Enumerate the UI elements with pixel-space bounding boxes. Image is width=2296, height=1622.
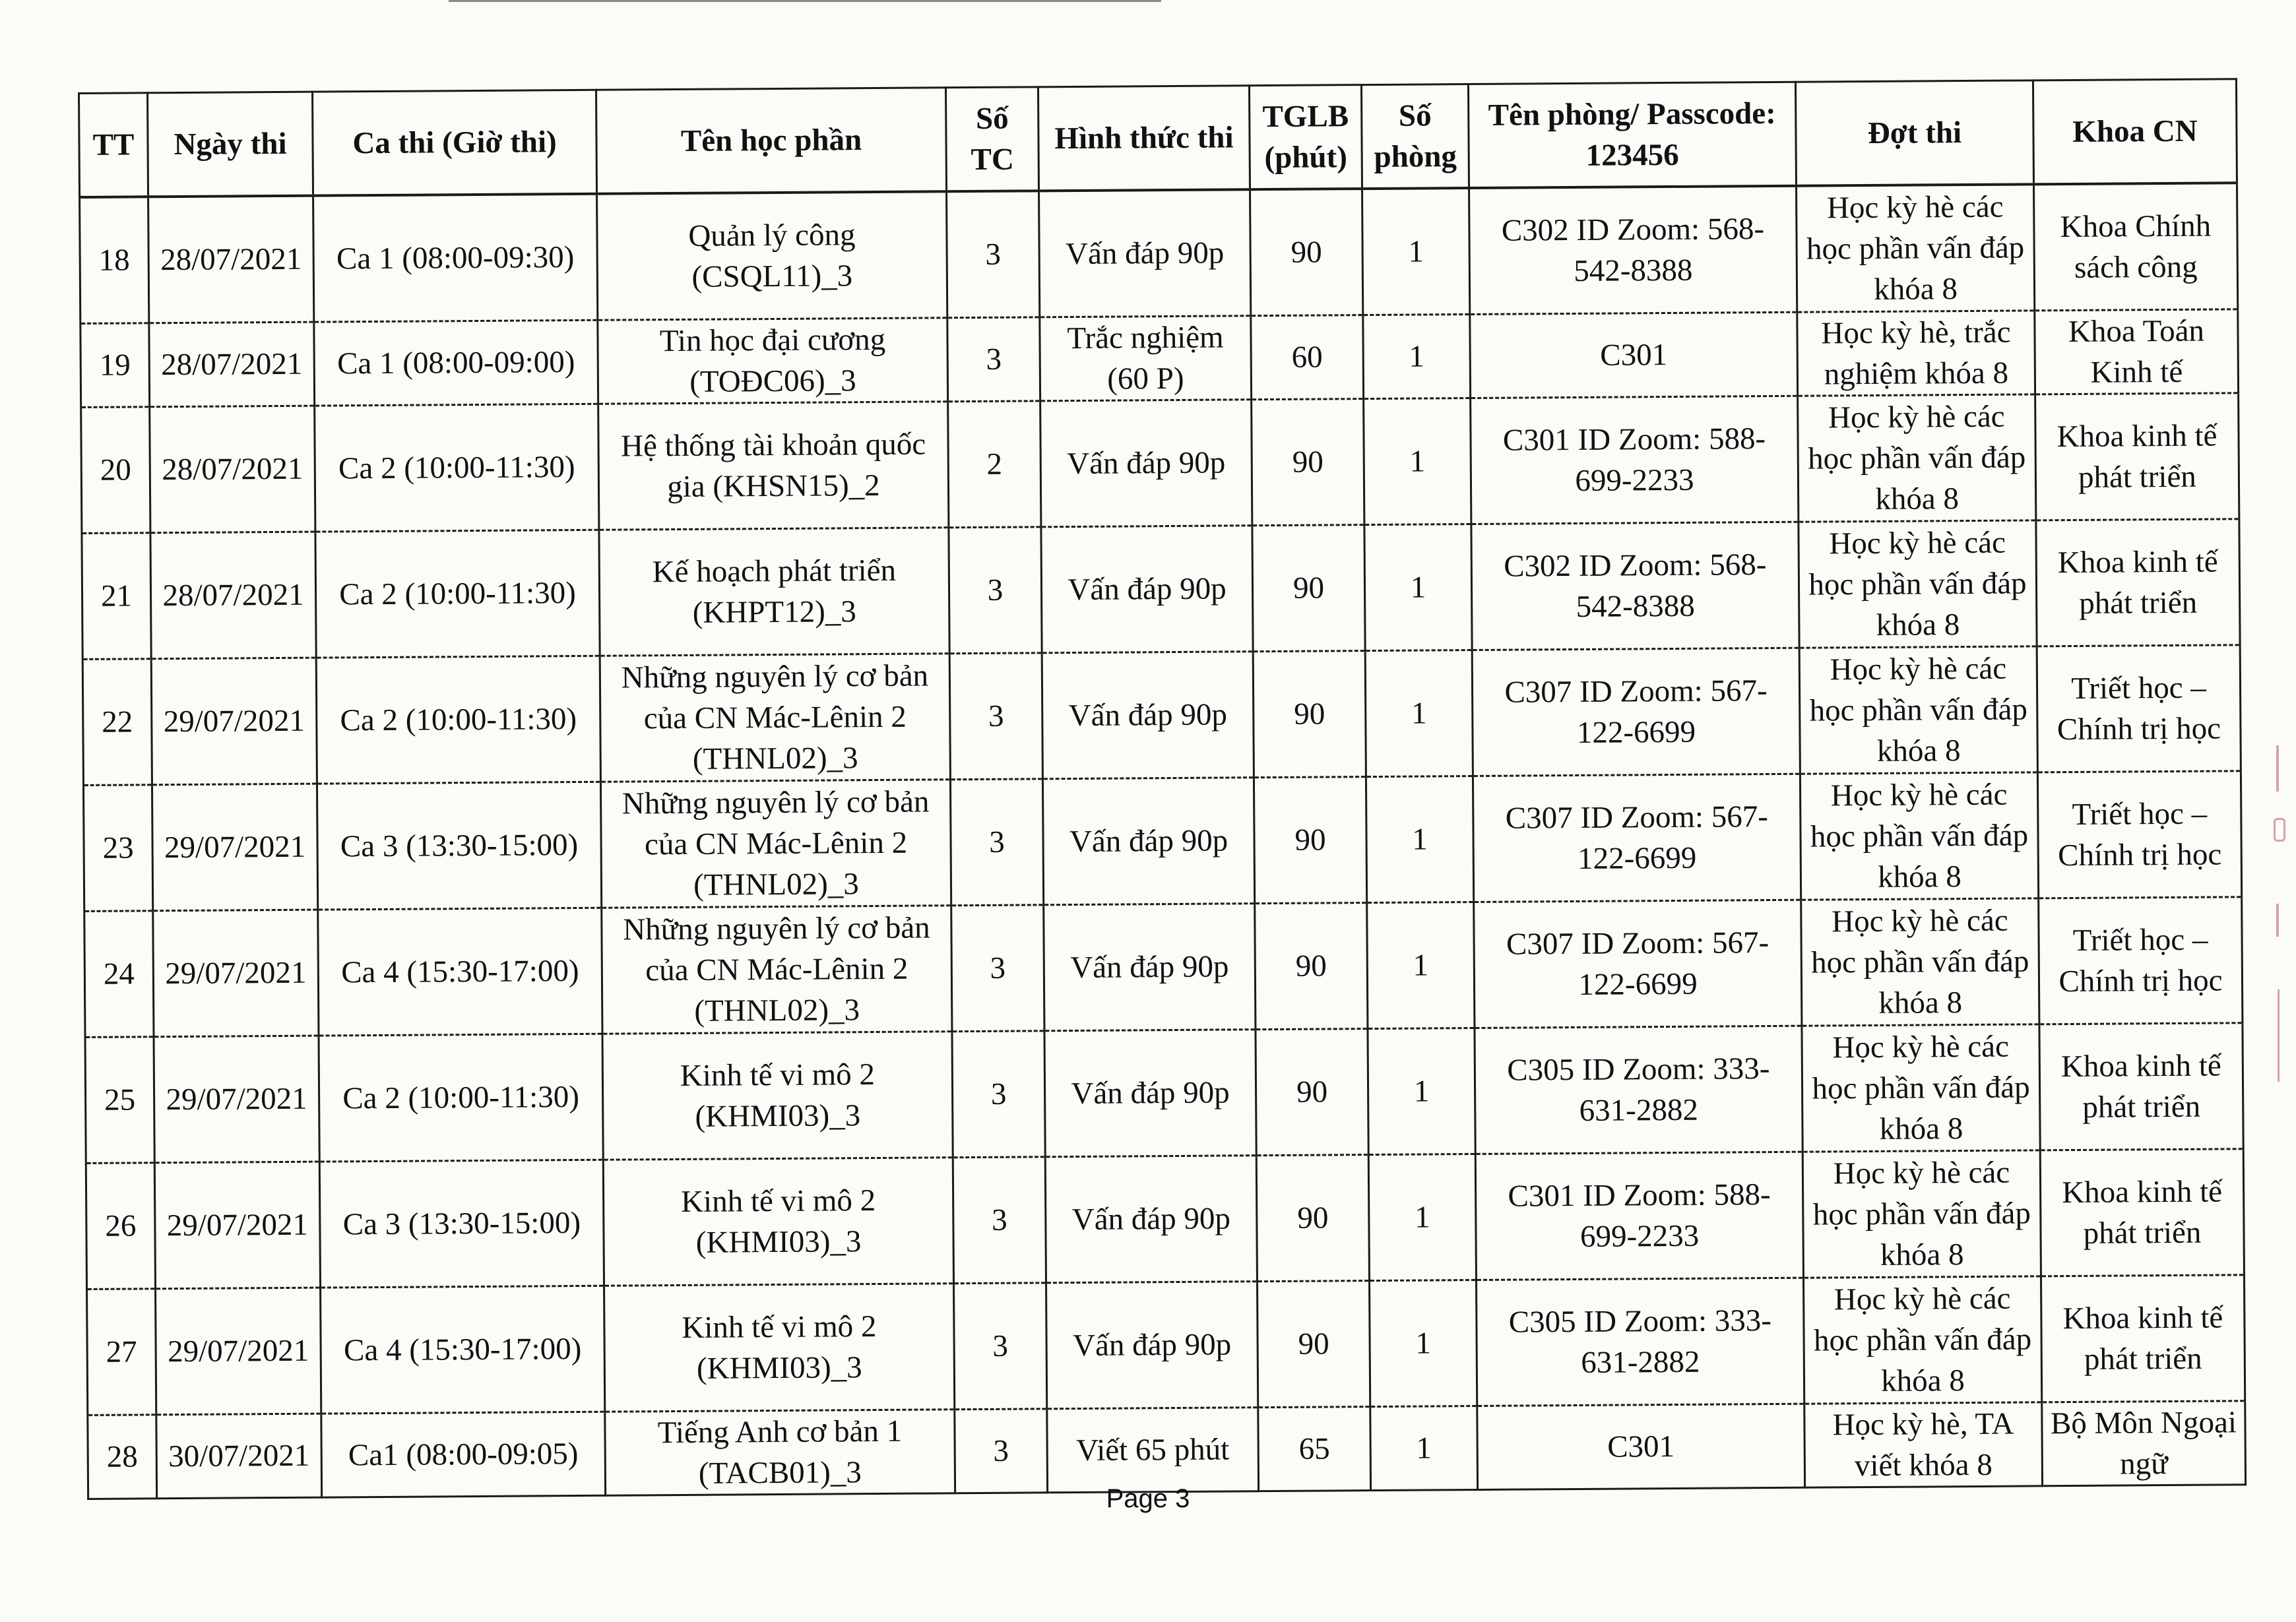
table-row — [81, 393, 2239, 534]
cell-faculty: Triết học – Chính trị học — [2039, 897, 2243, 1024]
cell-period: Học kỳ hè các học phần vấn đáp khóa 8 — [1799, 646, 2037, 774]
cell-form: Vấn đáp 90p — [1042, 652, 1254, 779]
margin-mark — [2274, 818, 2285, 842]
cell-tt: 19 — [80, 323, 150, 408]
cell-date: 29/07/2021 — [152, 784, 317, 911]
cell-shift: Ca 3 (13:30-15:00) — [319, 1160, 604, 1288]
cell-faculty: Triết học – Chính trị học — [2037, 645, 2241, 772]
cell-rooms: 1 — [1364, 524, 1472, 651]
cell-credits: 3 — [949, 653, 1042, 780]
cell-room: C301 ID Zoom: 588-699-2233 — [1471, 396, 1799, 524]
cell-rooms: 1 — [1364, 398, 1471, 525]
cell-shift: Ca 3 (13:30-15:00) — [317, 782, 601, 910]
cell-rooms: 1 — [1370, 1406, 1478, 1490]
table-header-row — [79, 79, 2237, 197]
cell-form: Trắc nghiệm (60 P) — [1040, 316, 1252, 401]
cell-tglb: 90 — [1250, 189, 1363, 316]
header-credits: Số TC — [945, 87, 1038, 191]
table-row — [83, 771, 2241, 912]
cell-shift: Ca 2 (10:00-11:30) — [315, 530, 600, 658]
cell-shift: Ca 1 (08:00-09:00) — [314, 320, 598, 406]
cell-shift: Ca 2 (10:00-11:30) — [319, 1034, 603, 1162]
cell-tglb: 90 — [1255, 903, 1368, 1030]
cell-credits: 3 — [951, 905, 1044, 1032]
cell-faculty: Triết học – Chính trị học — [2037, 771, 2241, 898]
header-exam-form: Hình thức thi — [1038, 86, 1250, 191]
cell-credits: 3 — [953, 1157, 1046, 1284]
table-row — [87, 1275, 2245, 1416]
cell-period: Học kỳ hè, trắc nghiệm khóa 8 — [1797, 311, 2035, 396]
cell-faculty: Khoa kinh tế phát triển — [2036, 519, 2240, 646]
table-row — [85, 1023, 2243, 1164]
cell-rooms: 1 — [1365, 650, 1473, 777]
cell-credits: 3 — [947, 191, 1040, 317]
cell-credits: 3 — [950, 779, 1043, 906]
cell-faculty: Khoa kinh tế phát triển — [2040, 1149, 2244, 1276]
cell-course: Tin học đại cương (TOĐC06)_3 — [598, 318, 948, 404]
header-room: Tên phòng/ Passcode: 123456 — [1468, 82, 1796, 188]
cell-period: Học kỳ hè các học phần vấn đáp khóa 8 — [1796, 184, 2034, 312]
cell-period: Học kỳ hè các học phần vấn đáp khóa 8 — [1800, 772, 2038, 900]
cell-room: C302 ID Zoom: 568-542-8388 — [1469, 186, 1797, 315]
cell-room: C301 — [1477, 1404, 1805, 1489]
cell-credits: 3 — [954, 1283, 1047, 1410]
exam-schedule-table — [78, 78, 2247, 1500]
cell-room: C301 ID Zoom: 588-699-2233 — [1475, 1152, 1803, 1280]
cell-tglb: 90 — [1253, 651, 1366, 778]
cell-period: Học kỳ hè các học phần vấn đáp khóa 8 — [1799, 520, 2037, 648]
cell-period: Học kỳ hè các học phần vấn đáp khóa 8 — [1803, 1276, 2041, 1404]
cell-form: Vấn đáp 90p — [1045, 1156, 1257, 1283]
header-exam-date: Ngày thi — [148, 92, 313, 197]
cell-rooms: 1 — [1368, 1028, 1475, 1154]
cell-faculty: Khoa Toán Kinh tế — [2035, 309, 2239, 394]
table-row — [84, 897, 2243, 1038]
cell-rooms: 1 — [1363, 315, 1471, 399]
margin-mark — [2276, 904, 2279, 937]
cell-credits: 3 — [952, 1031, 1045, 1158]
cell-tglb: 90 — [1256, 1155, 1369, 1282]
cell-course: Những nguyên lý cơ bản của CN Mác-Lênin 2 (THNL02)_3 — [600, 654, 950, 782]
cell-form: Viết 65 phút — [1047, 1408, 1259, 1493]
cell-shift: Ca 4 (15:30-17:00) — [321, 1286, 605, 1414]
cell-credits: 2 — [948, 401, 1041, 528]
table-body — [80, 183, 2246, 1499]
cell-tt: 26 — [86, 1163, 155, 1290]
margin-mark — [2276, 745, 2279, 792]
cell-course: Hệ thống tài khoản quốc gia (KHSN15)_2 — [598, 402, 949, 530]
cell-room: C301 — [1470, 312, 1798, 398]
cell-faculty: Khoa Chính sách công — [2033, 183, 2237, 311]
cell-shift: Ca 4 (15:30-17:00) — [318, 908, 602, 1036]
header-tt: TT — [79, 93, 148, 197]
cell-tglb: 90 — [1252, 399, 1364, 526]
cell-tt: 27 — [87, 1289, 156, 1416]
cell-date: 28/07/2021 — [150, 406, 315, 533]
cell-course: Quản lý công (CSQL11)_3 — [597, 191, 947, 320]
header-course: Tên học phần — [596, 88, 946, 194]
cell-form: Vấn đáp 90p — [1039, 189, 1251, 317]
cell-tt: 18 — [80, 197, 149, 323]
cell-period: Học kỳ hè các học phần vấn đáp khóa 8 — [1802, 1024, 2040, 1152]
table-row — [80, 309, 2239, 408]
header-exam-period: Đợt thi — [1795, 80, 2033, 186]
cell-tt: 23 — [83, 785, 152, 912]
cell-course: Kinh tế vi mô 2 (KHMI03)_3 — [602, 1032, 953, 1160]
cell-room: C307 ID Zoom: 567-122-6699 — [1472, 648, 1800, 776]
cell-form: Vấn đáp 90p — [1040, 400, 1252, 527]
cell-tglb: 90 — [1256, 1029, 1368, 1156]
cell-tglb: 65 — [1258, 1407, 1371, 1491]
table-row — [80, 183, 2238, 323]
cell-tglb: 90 — [1257, 1281, 1370, 1408]
cell-room: C305 ID Zoom: 333-631-2882 — [1476, 1278, 1804, 1406]
cell-shift: Ca 2 (10:00-11:30) — [316, 656, 600, 784]
cell-tt: 25 — [85, 1037, 154, 1164]
header-shift: Ca thi (Giờ thi) — [313, 90, 597, 195]
cell-credits: 3 — [947, 317, 1040, 402]
cell-credits: 3 — [949, 527, 1042, 654]
cell-course: Kế hoạch phát triển (KHPT12)_3 — [599, 528, 949, 656]
cell-tglb: 90 — [1254, 777, 1366, 904]
cell-room: C305 ID Zoom: 333-631-2882 — [1475, 1026, 1802, 1154]
cell-date: 28/07/2021 — [150, 532, 316, 659]
cell-course: Tiếng Anh cơ bản 1 (TACB01)_3 — [605, 1410, 955, 1496]
cell-course: Những nguyên lý cơ bản của CN Mác-Lênin 2 (THNL02)_3 — [602, 906, 952, 1034]
header-tglb: TGLB (phút) — [1249, 85, 1362, 190]
table-row — [82, 645, 2241, 786]
cell-form: Vấn đáp 90p — [1042, 778, 1254, 905]
cell-faculty: Khoa kinh tế phát triển — [2041, 1275, 2245, 1402]
cell-course: Những nguyên lý cơ bản của CN Mác-Lênin 2 (THNL02)_3 — [600, 780, 951, 908]
cell-date: 29/07/2021 — [154, 1162, 320, 1289]
top-rule — [449, 0, 1161, 2]
cell-rooms: 1 — [1369, 1280, 1477, 1406]
cell-form: Vấn đáp 90p — [1044, 904, 1256, 1031]
cell-period: Học kỳ hè, TA viết khóa 8 — [1804, 1402, 2043, 1487]
table-row — [86, 1149, 2244, 1290]
margin-mark — [2278, 989, 2280, 1082]
cell-rooms: 1 — [1362, 188, 1470, 315]
cell-tglb: 90 — [1252, 525, 1365, 652]
cell-form: Vấn đáp 90p — [1041, 526, 1253, 653]
cell-room: C302 ID Zoom: 568-542-8388 — [1471, 522, 1799, 650]
cell-period: Học kỳ hè các học phần vấn đáp khóa 8 — [1802, 1150, 2041, 1278]
header-num-rooms: Số phòng — [1361, 84, 1469, 189]
cell-form: Vấn đáp 90p — [1046, 1282, 1258, 1409]
cell-tt: 22 — [82, 659, 152, 786]
cell-rooms: 1 — [1367, 902, 1475, 1028]
cell-course: Kinh tế vi mô 2 (KHMI03)_3 — [603, 1158, 953, 1286]
cell-tt: 28 — [88, 1415, 157, 1499]
cell-date: 28/07/2021 — [148, 196, 314, 323]
cell-shift: Ca 2 (10:00-11:30) — [315, 404, 599, 532]
cell-shift: Ca1 (08:00-09:05) — [321, 1412, 606, 1497]
cell-faculty: Khoa kinh tế phát triển — [2035, 393, 2239, 520]
cell-faculty: Khoa kinh tế phát triển — [2039, 1023, 2243, 1150]
cell-faculty: Bộ Môn Ngoại ngữ — [2042, 1401, 2246, 1486]
cell-form: Vấn đáp 90p — [1044, 1030, 1256, 1157]
cell-shift: Ca 1 (08:00-09:30) — [313, 194, 598, 322]
cell-rooms: 1 — [1368, 1154, 1476, 1280]
cell-rooms: 1 — [1366, 776, 1473, 902]
cell-date: 28/07/2021 — [149, 322, 315, 407]
cell-date: 29/07/2021 — [154, 1036, 319, 1163]
cell-room: C307 ID Zoom: 567-122-6699 — [1474, 900, 1802, 1028]
cell-tt: 24 — [84, 911, 154, 1038]
cell-date: 29/07/2021 — [153, 910, 319, 1037]
cell-period: Học kỳ hè các học phần vấn đáp khóa 8 — [1798, 394, 2036, 522]
cell-tt: 20 — [81, 407, 150, 534]
cell-room: C307 ID Zoom: 567-122-6699 — [1473, 774, 1801, 902]
cell-period: Học kỳ hè các học phần vấn đáp khóa 8 — [1801, 898, 2039, 1026]
cell-credits: 3 — [955, 1409, 1048, 1493]
cell-course: Kinh tế vi mô 2 (KHMI03)_3 — [604, 1284, 955, 1412]
cell-tglb: 60 — [1251, 315, 1364, 400]
cell-date: 29/07/2021 — [156, 1288, 321, 1415]
cell-date: 29/07/2021 — [151, 658, 317, 785]
exam-schedule-sheet — [78, 78, 2245, 1499]
cell-tt: 21 — [82, 533, 151, 660]
header-faculty: Khoa CN — [2033, 79, 2237, 185]
table-row — [82, 519, 2240, 660]
cell-date: 30/07/2021 — [156, 1414, 322, 1499]
page-number: Page 3 — [1106, 1484, 1190, 1513]
